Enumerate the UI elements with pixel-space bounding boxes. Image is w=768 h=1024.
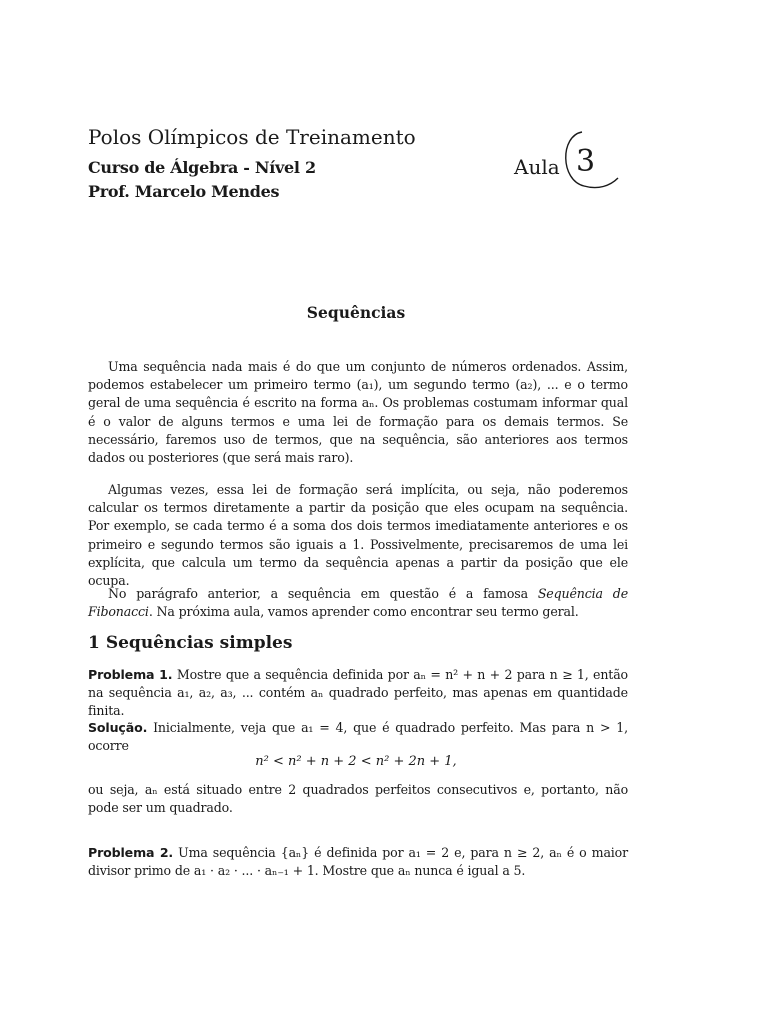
- subsection-title: Sequências simples: [105, 633, 293, 653]
- problem-2-label: Problema 2.: [88, 845, 174, 860]
- problem-1-label: Problema 1.: [88, 667, 173, 682]
- document-header: [88, 124, 416, 204]
- problem-2-text: Uma sequência {aₙ} é definida por a₁ = 2 e, para n ≥ 2, aₙ é o maior divisor primo de a₁ · a₂ · ... · aₙ₋₁ + 1. Mostre que aₙ nunca é igual a 5.: [88, 845, 628, 879]
- solution-1: [88, 719, 628, 755]
- problem-1-text: Mostre que a sequência definida por aₙ = n² + n + 2 para n ≥ 1, então na sequência a₁, a₂, a₃, ... contém aₙ quadrado perfeito, mas apenas em quantidade finita.: [88, 667, 628, 719]
- intro-paragraph-3: [88, 585, 628, 621]
- problem-2: [88, 844, 628, 880]
- course-name: Curso de Álgebra - Nível 2: [88, 158, 316, 177]
- section-title: Sequências: [306, 303, 406, 322]
- problem-1: [88, 666, 628, 721]
- lesson-badge: [514, 130, 624, 194]
- lesson-label: Aula: [514, 155, 560, 179]
- program-title: Polos Olímpicos de Treinamento: [88, 125, 416, 149]
- professor-name: Prof. Marcelo Mendes: [88, 182, 280, 201]
- fibonacci-term: Sequência de Fibonacci: [88, 586, 628, 620]
- subsection-heading: [88, 633, 292, 653]
- intro-paragraph-2: Algumas vezes, essa lei de formação será implícita, ou seja, não poderemos calcular os termos diretamente a partir da posição que eles ocupam na sequência. Por exemplo, se cada termo é a soma dos dois termos imediatamente anteriores e os primeiro e segundo termos são iguais a 1. Possivelmente, precisaremos de uma lei explícita, que calcula um termo da sequência apenas a partir da posição que ele ocupa.: [88, 482, 628, 589]
- solution-1-text: Inicialmente, veja que a₁ = 4, que é quadrado perfeito. Mas para n > 1, ocorre: [88, 720, 628, 754]
- paragraph-3-end: . Na próxima aula, vamos aprender como encontrar seu termo geral.: [148, 604, 579, 620]
- solution-1-label: Solução.: [88, 720, 148, 735]
- lesson-number: 3: [576, 144, 596, 179]
- display-equation: n² < n² + n + 2 < n² + 2n + 1,: [255, 754, 457, 769]
- solution-1-conclusion: ou seja, aₙ está situado entre 2 quadrados perfeitos consecutivos e, portanto, não pode ser um quadrado.: [88, 782, 628, 816]
- intro-paragraph-1: Uma sequência nada mais é do que um conjunto de números ordenados. Assim, podemos estabelecer um primeiro termo (a₁), um segundo termo (a₂), ... e o termo geral de uma sequência é escrito na forma aₙ. Os problemas costumam informar qual é o valor de alguns termos e uma lei de formação para os demais termos. Se necessário, faremos uso de termos, que na sequência, são anteriores aos termos dados ou posteriores (que será mais raro).: [88, 359, 628, 466]
- subsection-number: 1: [88, 633, 100, 653]
- paragraph-3-start: No parágrafo anterior, a sequência em questão é a famosa: [108, 586, 538, 601]
